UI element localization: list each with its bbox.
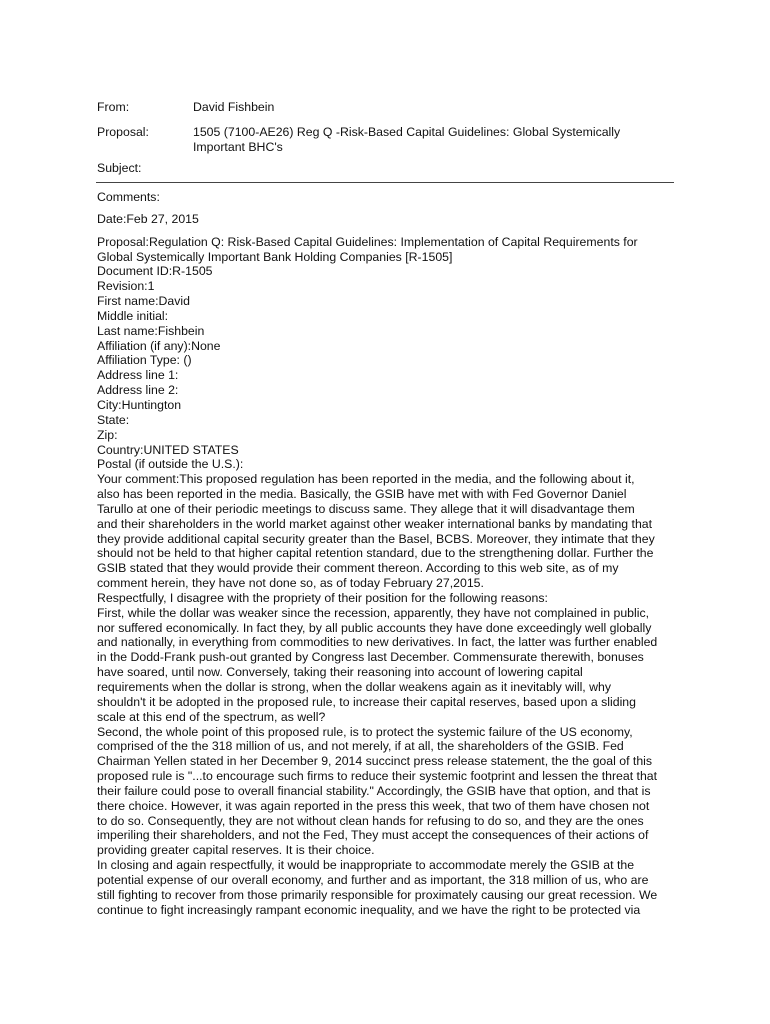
subject-label: Subject: [97,161,142,175]
body-line: Middle initial: [97,308,169,323]
body-line: Second, the whole point of this proposed rule, is to protect the systemic failure of the US economy, [97,724,633,739]
body-line: Last name:Fishbein [97,323,205,338]
body-line: Address line 2: [97,383,179,398]
header-divider [96,182,674,183]
body-line: they provide additional capital security greater than the Basel, BCBS. Moreover, they intimate that they [97,531,655,546]
body-line: potential expense of our overall economy, and further and as important, the 318 million of us, who are [97,872,649,887]
body-line: their failure could pose to overall financial stability." Accordingly, the GSIB have that option, and that is [97,783,651,798]
proposal-value-line1: 1505 (7100-AE26) Reg Q -Risk-Based Capital Guidelines: Global Systemically [193,125,621,139]
proposal-label: Proposal: [97,125,149,139]
body-line: Revision:1 [97,279,155,294]
body-line: Proposal:Regulation Q: Risk-Based Capital Guidelines: Implementation of Capital Requirements for [97,234,638,249]
body-line: In closing and again respectfully, it would be inappropriate to accommodate merely the GSIB at the [97,858,635,873]
body-line: there choice. However, it was again reported in the press this week, that two of them have chosen not [97,798,650,813]
date-line: Date:Feb 27, 2015 [97,212,199,227]
body-line: in the Dodd-Frank push-out granted by Congress last December. Commensurate therewith, bonuses [97,650,644,665]
spacer [97,227,677,235]
body-line: comment herein, they have not done so, as of today February 27,2015. [97,576,484,591]
body-line: Country:UNITED STATES [97,442,239,457]
body-line: to do so. Consequently, they are not without clean hands for refusing to do so, and they are the ones [97,813,644,828]
body-line: Affiliation Type: () [97,353,192,368]
body-line: Zip: [97,427,118,442]
spacer [97,205,677,213]
body-line: imperiling their shareholders, and not the Fed, They must accept the consequences of their actions of [97,828,649,843]
body-line: and nationally, in everything from commodities to new derivatives. In fact, the latter was further enabled [97,635,658,650]
body-line: comprised of the the 318 million of us, and not merely, if at all, the shareholders of the GSIB. Fed [97,739,624,754]
body-line: should not be held to that higher capital retention standard, due to the strengthening dollar. Further the [97,546,654,561]
body-line: also has been reported in the media. Basically, the GSIB have met with with Fed Governor Daniel [97,487,627,502]
body-line: nor suffered economically. In fact they, by all public accounts they have done exceedingly well globally [97,620,652,635]
body-line: proposed rule is "...to encourage such firms to reduce their systemic footprint and lessen the threat that [97,769,658,784]
body-line: Affiliation (if any):None [97,338,221,353]
body-line: First name:David [97,294,190,309]
body-line: have soared, until now. Conversely, taking their reasoning into account of lowering capital [97,665,583,680]
body-line: Chairman Yellen stated in her December 9, 2014 succinct press release statement, the the goal of this [97,754,653,769]
body-line: Address line 1: [97,368,179,383]
body-line: continue to fight increasingly rampant economic inequality, and we have the right to be protected via [97,902,641,917]
comment-body [97,190,677,918]
body-line: Postal (if outside the U.S.): [97,457,244,472]
body-line: Your comment:This proposed regulation has been reported in the media, and the following about it, [97,472,635,487]
body-line: First, while the dollar was weaker since the recession, apparently, they have not complained in public, [97,605,650,620]
body-line: scale at this end of the spectrum, as well? [97,709,326,724]
body-line: Respectfully, I disagree with the propriety of their position for the following reasons: [97,590,548,605]
body-line: GSIB stated that they would provide their comment thereon. According to this web site, as of my [97,561,619,576]
body-line: still fighting to recover from those primarily responsible for proximately causing our great recession. We [97,887,658,902]
body-line: and their shareholders in the world market against other weaker international banks by mandating that [97,516,653,531]
body-line: State: [97,412,130,427]
body-line: providing greater capital reserves. It is their choice. [97,843,375,858]
body-line: Document ID:R-1505 [97,264,213,279]
from-label: From: [97,100,130,114]
body-line: Global Systemically Important Bank Holding Companies [R-1505] [97,249,453,264]
body-line: shouldn't it be adopted in the proposed rule, to increase their capital reserves, based upon a sliding [97,694,636,709]
comments-label: Comments: [97,190,160,204]
body-line: requirements when the dollar is strong, when the dollar weakens again as it inevitably will, why [97,680,612,694]
body-line: City:Huntington [97,397,182,412]
body-line: Tarullo at one of their periodic meetings to discuss same. They allege that it will disadvantage them [97,501,635,516]
from-value: David Fishbein [193,100,275,114]
proposal-value-line2: Important BHC's [193,140,283,154]
